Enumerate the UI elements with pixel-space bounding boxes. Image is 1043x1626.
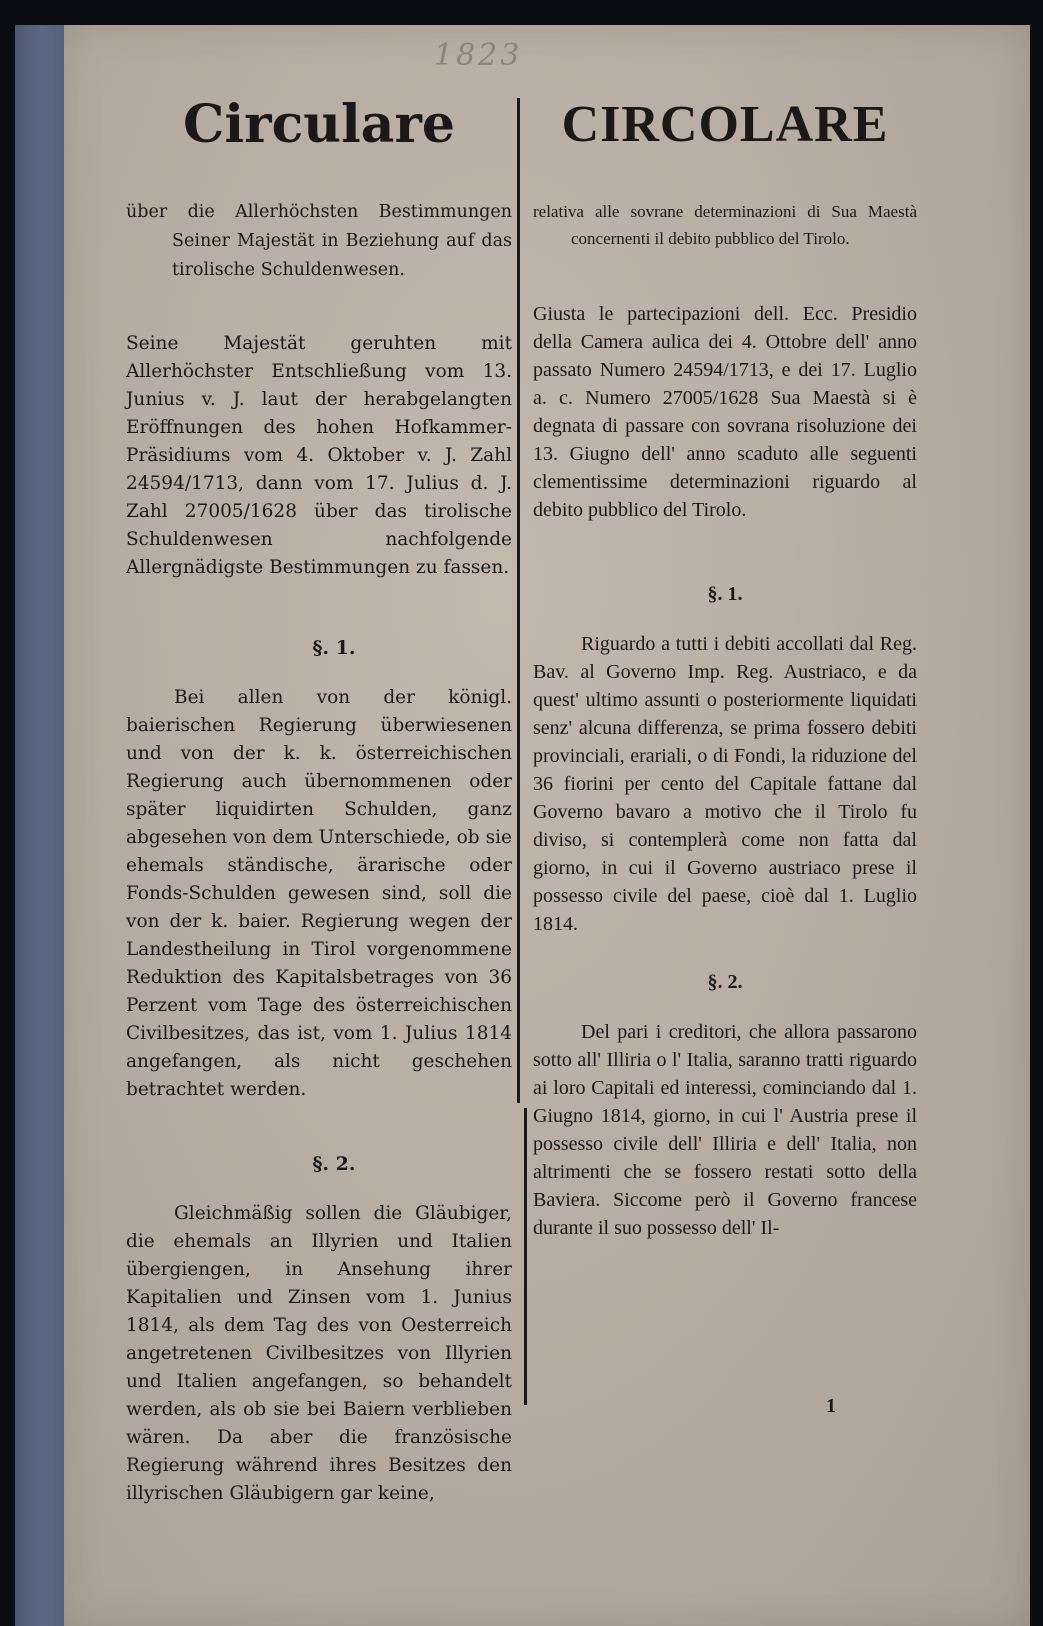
page-number: 1: [826, 1395, 836, 1417]
german-section-1-text: Bei allen von der königl. baierischen Regierung überwiesenen und von der k. k. österreichischen Regierung auch übernommenen oder später liquidirten Schulden, ganz abgesehen von dem Unterschiede, ob sie ehemals ständische, ärarische oder Fonds-Schulden gewesen sind, soll die von der k. baier. Regierung wegen der Landestheilung in Tirol vorgenommene Reduktion des Kapitalsbetrages von 36 Perzent vom Tage des österreichischen Civilbesitzes, das ist, vom 1. Julius 1814 angefangen, als nicht geschehen betrachtet werden.: [126, 687, 512, 1100]
german-subtitle: über die Allerhöchsten Bestimmungen Seiner Majestät in Beziehung auf das tirolische Schuldenwesen.: [126, 202, 512, 280]
column-divider-lower: [524, 1108, 527, 1405]
italian-section-2-heading: §. 2.: [707, 971, 743, 993]
blue-backing-strip: [15, 25, 67, 1626]
german-section-2-text: Gleichmäßig sollen die Gläubiger, die ehemals an Illyrien und Italien übergiengen, in Ansehung ihrer Kapitalien und Zinsen vom 1. Junius 1814, als dem Tag des von Oesterreich angetretenen Civilbesitzes von Illyrien und Italien angefangen, so behandelt werden, als ob sie bei Baiern verblieben wären. Da aber die französische Regierung während ihres Besitzes den illyrischen Gläubigern gar keine,: [126, 1203, 512, 1504]
italian-title: CIRCOLARE: [561, 96, 889, 153]
italian-subtitle: relativa alle sovrane determinazioni di Sua Maestà concernenti il debito pubblico del Tirolo.: [533, 202, 917, 248]
italian-column: [533, 88, 917, 1242]
german-section-2-heading: §. 2.: [312, 1153, 356, 1175]
handwritten-year-note: 1823: [434, 38, 523, 73]
german-section-1-heading: §. 1.: [312, 637, 356, 659]
german-title: Circulare: [183, 94, 455, 155]
italian-section-2-text: Del pari i creditori, che allora passarono sotto all' Illiria o l' Italia, saranno tratti riguardo ai loro Capitali ed interessi, cominciando dal 1. Giugno 1814, giorno, in cui l' Austria prese il possesso civile dell' Illiria e dell' Italia, non altrimenti che se fossero restati sotto della Baviera. Siccome però il Governo francese durante il suo possesso dell' Il-: [533, 1021, 917, 1239]
column-divider-upper: [517, 98, 520, 1103]
german-intro-paragraph: Seine Majestät geruhten mit Allerhöchster Entschließung vom 13. Junius v. J. laut der herabgelangten Eröffnungen des hohen Hofkammer-Präsidiums vom 4. Oktober v. J. Zahl 24594/1713, dann vom 17. Julius d. J. Zahl 27005/1628 über das tirolische Schuldenwesen nachfolgende Allergnädigste Bestimmungen zu fassen.: [126, 333, 512, 578]
german-column: [126, 88, 512, 1508]
italian-section-1-heading: §. 1.: [707, 583, 743, 605]
italian-intro-paragraph: Giusta le partecipazioni dell. Ecc. Presidio della Camera aulica dei 4. Ottobre dell' anno passato Numero 24594/1713, e dei 17. Luglio a. c. Numero 27005/1628 Sua Maestà si è degnata di passare con sovrana risoluzione dei 13. Giugno dell' anno scaduto alle seguenti clementissime determinazioni riguardo al debito pubblico del Tirolo.: [533, 303, 917, 521]
italian-section-1-text: Riguardo a tutti i debiti accollati dal Reg. Bav. al Governo Imp. Reg. Austriaco, e da quest' ultimo assunti o posteriormente liquidati senz' alcuna differenza, se prima fossero debiti provinciali, erariali, o di Fondi, la riduzione del 36 fiorini per cento del Capitale fattane dal Governo bavaro a motivo che il Tirolo fu diviso, si contemplerà come non fatta dal giorno, in cui il Governo austriaco prese il possesso civile del paese, cioè dal 1. Luglio 1814.: [533, 633, 917, 935]
